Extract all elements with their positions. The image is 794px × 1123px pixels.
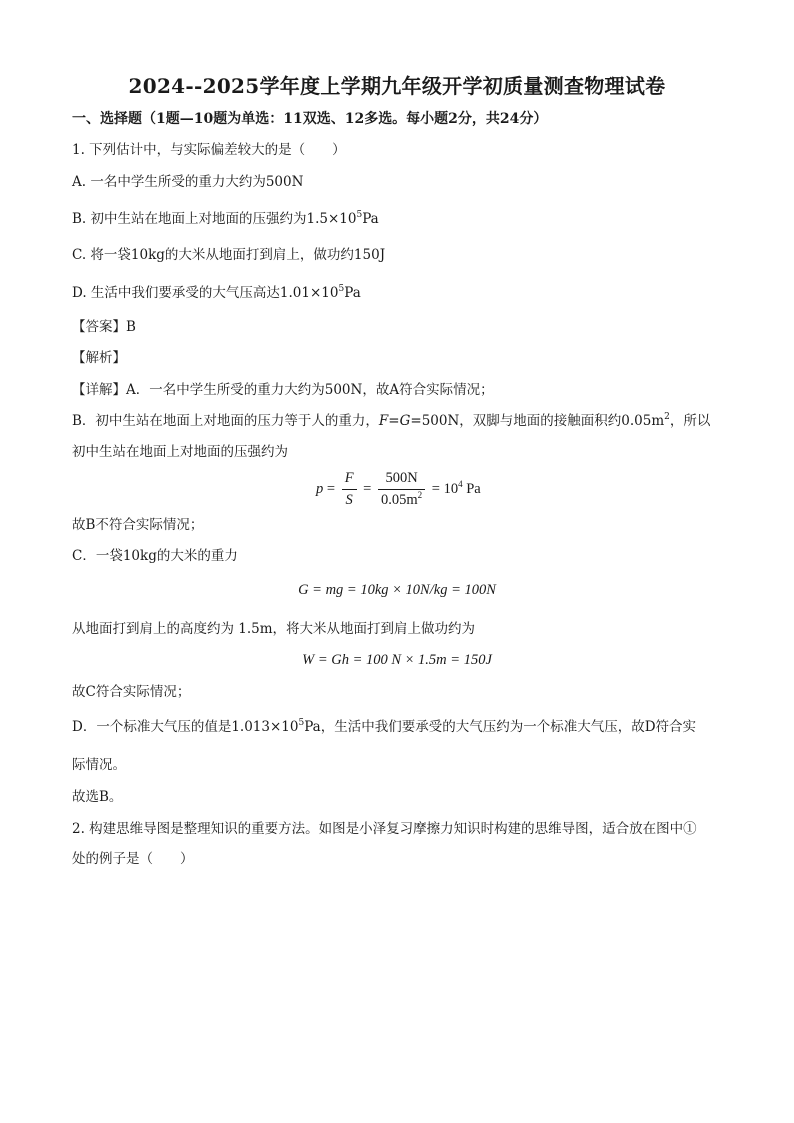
detail-c-line1: C．一袋10kg的大米的重力 — [72, 548, 238, 564]
q2-stem-line2: 处的例子是（ ） — [72, 851, 194, 867]
analysis-label: 【解析】 — [72, 350, 126, 366]
conclusion-c: 故C符合实际情况； — [72, 684, 191, 700]
detail-c-line2: 从地面打到肩上的高度约为 1.5m，将大米从地面打到肩上做功约为 — [72, 621, 476, 637]
work-formula: W = Gh = 100 N × 1.5m = 150J — [302, 652, 492, 668]
q1-option-a: A. 一名中学生所受的重力大约为500N — [72, 174, 304, 190]
q1-option-b: B. 初中生站在地面上对地面的压强约为$1.5\times 10^5Pa$ — [72, 210, 379, 227]
conclusion-b: 故B不符合实际情况； — [72, 517, 204, 533]
fraction-f-over-s: $\frac{F}{S}$ — [342, 470, 357, 509]
q2-stem-line1: 2. 构建思维导图是整理知识的重要方法。如图是小泽复习摩擦力知识时构建的思维导图，适合放在图中① — [72, 821, 697, 837]
answer-label: 【答案】B — [72, 319, 136, 335]
gravity-formula: G = mg = 10kg × 10N/kg = 100N — [298, 582, 496, 598]
detail-b-line2: 初中生站在地面上对地面的压强约为 — [72, 444, 288, 460]
q1-option-c: C. 将一袋10kg的大米从地面打到肩上，做功约150J — [72, 247, 386, 263]
section-heading: 一、选择题（1题—10题为单选：11双选、12多选。每小题2分，共24分） — [72, 111, 548, 127]
final-choice: 故选B。 — [72, 789, 123, 805]
detail-d-line2: 际情况。 — [72, 757, 126, 773]
q1-stem: 1. 下列估计中，与实际偏差较大的是（ ） — [72, 142, 346, 158]
detail-b-line1: B．初中生站在地面上对地面的压力等于人的重力，F=G=500N，双脚与地面的接触面积约$0.05m^2$，所以 — [72, 412, 711, 429]
pressure-formula: p = $\frac{F}{S}$ = $\frac{500N}{0.05m^2}$ = $10^4$ Pa — [316, 469, 481, 508]
q1-option-d: D. 生活中我们要承受的大气压高达$1.01\times 10^5Pa$ — [72, 284, 361, 301]
detail-d-line1: D．一个标准大气压的值是$1.013\times 10^5Pa$，生活中我们要承受的大气压约为一个标准大气压，故D符合实 — [72, 718, 697, 735]
page-title: 2024--2025学年度上学期九年级开学初质量测查物理试卷 — [128, 74, 666, 98]
fraction-force-over-area: $\frac{500N}{0.05m^2}$ — [378, 470, 425, 509]
detail-a: 【详解】A．一名中学生所受的重力大约为500N，故A符合实际情况； — [72, 382, 494, 398]
